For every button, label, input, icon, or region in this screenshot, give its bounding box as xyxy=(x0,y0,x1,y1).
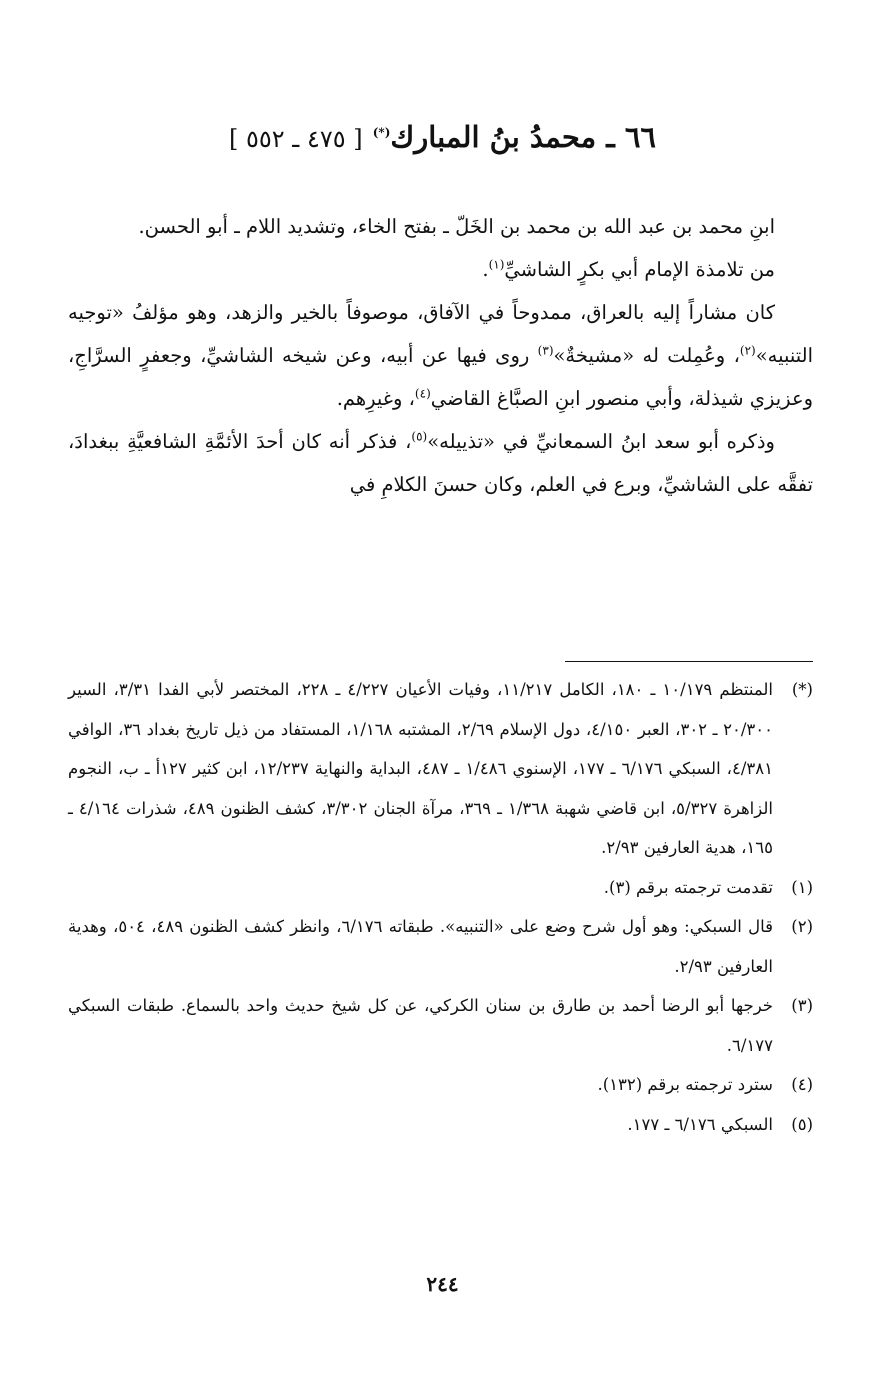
entry-number: ٦٦ ـ xyxy=(606,120,656,154)
page-number: ٢٤٤ xyxy=(426,1272,459,1296)
biography-text xyxy=(68,205,813,506)
footnote-text: خرجها أبو الرضا أحمد بن طارق بن سنان الكركي، عن كل شيخ حديث واحد بالسماع. طبقات السبكي ٦/١٧٧. xyxy=(68,996,773,1055)
footnote-sources xyxy=(68,670,813,868)
entry-dates: [ ٤٧٥ ـ ٥٥٢ ] xyxy=(229,125,363,153)
footnote-mark: (٥) xyxy=(791,1114,813,1134)
paragraph-description: كان مشاراً إليه بالعراق، ممدوحاً في الآفاق، موصوفاً بالخير والزهد، وهو مؤلفُ «توجيه التنبيه»$^{(٢)}$، وعُمِلت له «مشيخةٌ»$^{(٣)}$ روى فيها عن أبيه، وعن شيخه الشاشيِّ، وجعفرٍ السرَّاجِ، وعزيزي شيذلة، وأبي منصور ابنِ الصبَّاغ القاضي$^{(٤)}$، وغيرِهم. xyxy=(68,301,813,410)
footnote-text: سترد ترجمته برقم (١٣٢). xyxy=(597,1075,773,1094)
footnote-mark: (٣) xyxy=(791,996,813,1015)
footnotes xyxy=(68,670,813,1144)
footnote-ref: (٥) xyxy=(411,429,428,444)
paragraph-lineage: ابنِ محمد بن عبد الله بن محمد بن الخَلّ ـ بفتح الخاء، وتشديد اللام ـ أبو الحسن. xyxy=(138,215,775,238)
footnote-text: تقدمت ترجمته برقم (٣). xyxy=(603,877,773,897)
footnote-text: السبكي ٦/١٧٦ ـ ١٧٧. xyxy=(627,1114,773,1134)
footnote-3 xyxy=(68,986,813,1065)
footnote-4 xyxy=(68,1065,813,1105)
footnote-mark: (٤) xyxy=(791,1075,813,1094)
footnote-mark: (*) xyxy=(791,680,813,699)
footnote-5 xyxy=(68,1105,813,1145)
footnote-ref: (٣) xyxy=(537,343,554,358)
entry-name: محمدُ بنُ المبارك xyxy=(390,120,597,154)
footnote-mark: (١) xyxy=(791,877,813,897)
footnote-mark: (٢) xyxy=(791,917,813,936)
footnote-ref: (٤) xyxy=(414,386,431,401)
paragraph-teacher: من تلامذة الإمام أبي بكرٍ الشاشيِّ$^{(١)}$. xyxy=(482,257,775,281)
footnote-text: قال السبكي: وهو أول شرح وضع على «التنبيه». طبقاته ٦/١٧٦، وانظر كشف الظنون ٤٨٩، ٥٠٤، وهدية العارفين ٢/٩٣. xyxy=(68,917,773,976)
footnote-text: المنتظم ١٠/١٧٩ ـ ١٨٠، الكامل ١١/٢١٧، وفيات الأعيان ٤/٢٢٧ ـ ٢٢٨، المختصر لأبي الفدا ٣/٣١، السير ٢٠/٣٠٠ ـ ٣٠٢، العبر ٤/١٥٠، دول الإسلام ٢/٦٩، المشتبه ١/١٦٨، المستفاد من ذيل تاريخ بغداد ٣٦، الوافي ٤/٣٨١، السبكي ٦/١٧٦ ـ ١٧٧، الإسنوي ١/٤٨٦ ـ ٤٨٧، البداية والنهاية ١٢/٢٣٧، ابن كثير ١٢٧أ ـ ب، النجوم الزاهرة ٥/٣٢٧، ابن قاضي شهبة ١/٣٦٨ ـ ٣٦٩، مرآة الجنان ٣/٣٠٢، كشف الظنون ٤٨٩، شذرات ٤/١٦٤ ـ ١٦٥، هدية العارفين ٢/٩٣. xyxy=(68,680,774,857)
footnote-ref: (١) xyxy=(488,257,505,272)
entry-heading xyxy=(60,112,825,164)
heading-footnote-mark: (*) xyxy=(372,125,391,140)
footnote-2 xyxy=(68,907,813,986)
footnote-1 xyxy=(68,868,813,908)
footnote-ref: (٢) xyxy=(739,343,756,358)
paragraph-samani: وذكره أبو سعد ابنُ السمعانيِّ في «تذييله»$^{(٥)}$، فذكر أنه كان أحدَ الأئمَّةِ الشافعيَّةِ ببغدادَ، تفقَّه على الشاشيِّ، وبرع في العلم، وكان حسنَ الكلامِ في xyxy=(68,429,813,496)
footnote-separator xyxy=(565,661,813,662)
